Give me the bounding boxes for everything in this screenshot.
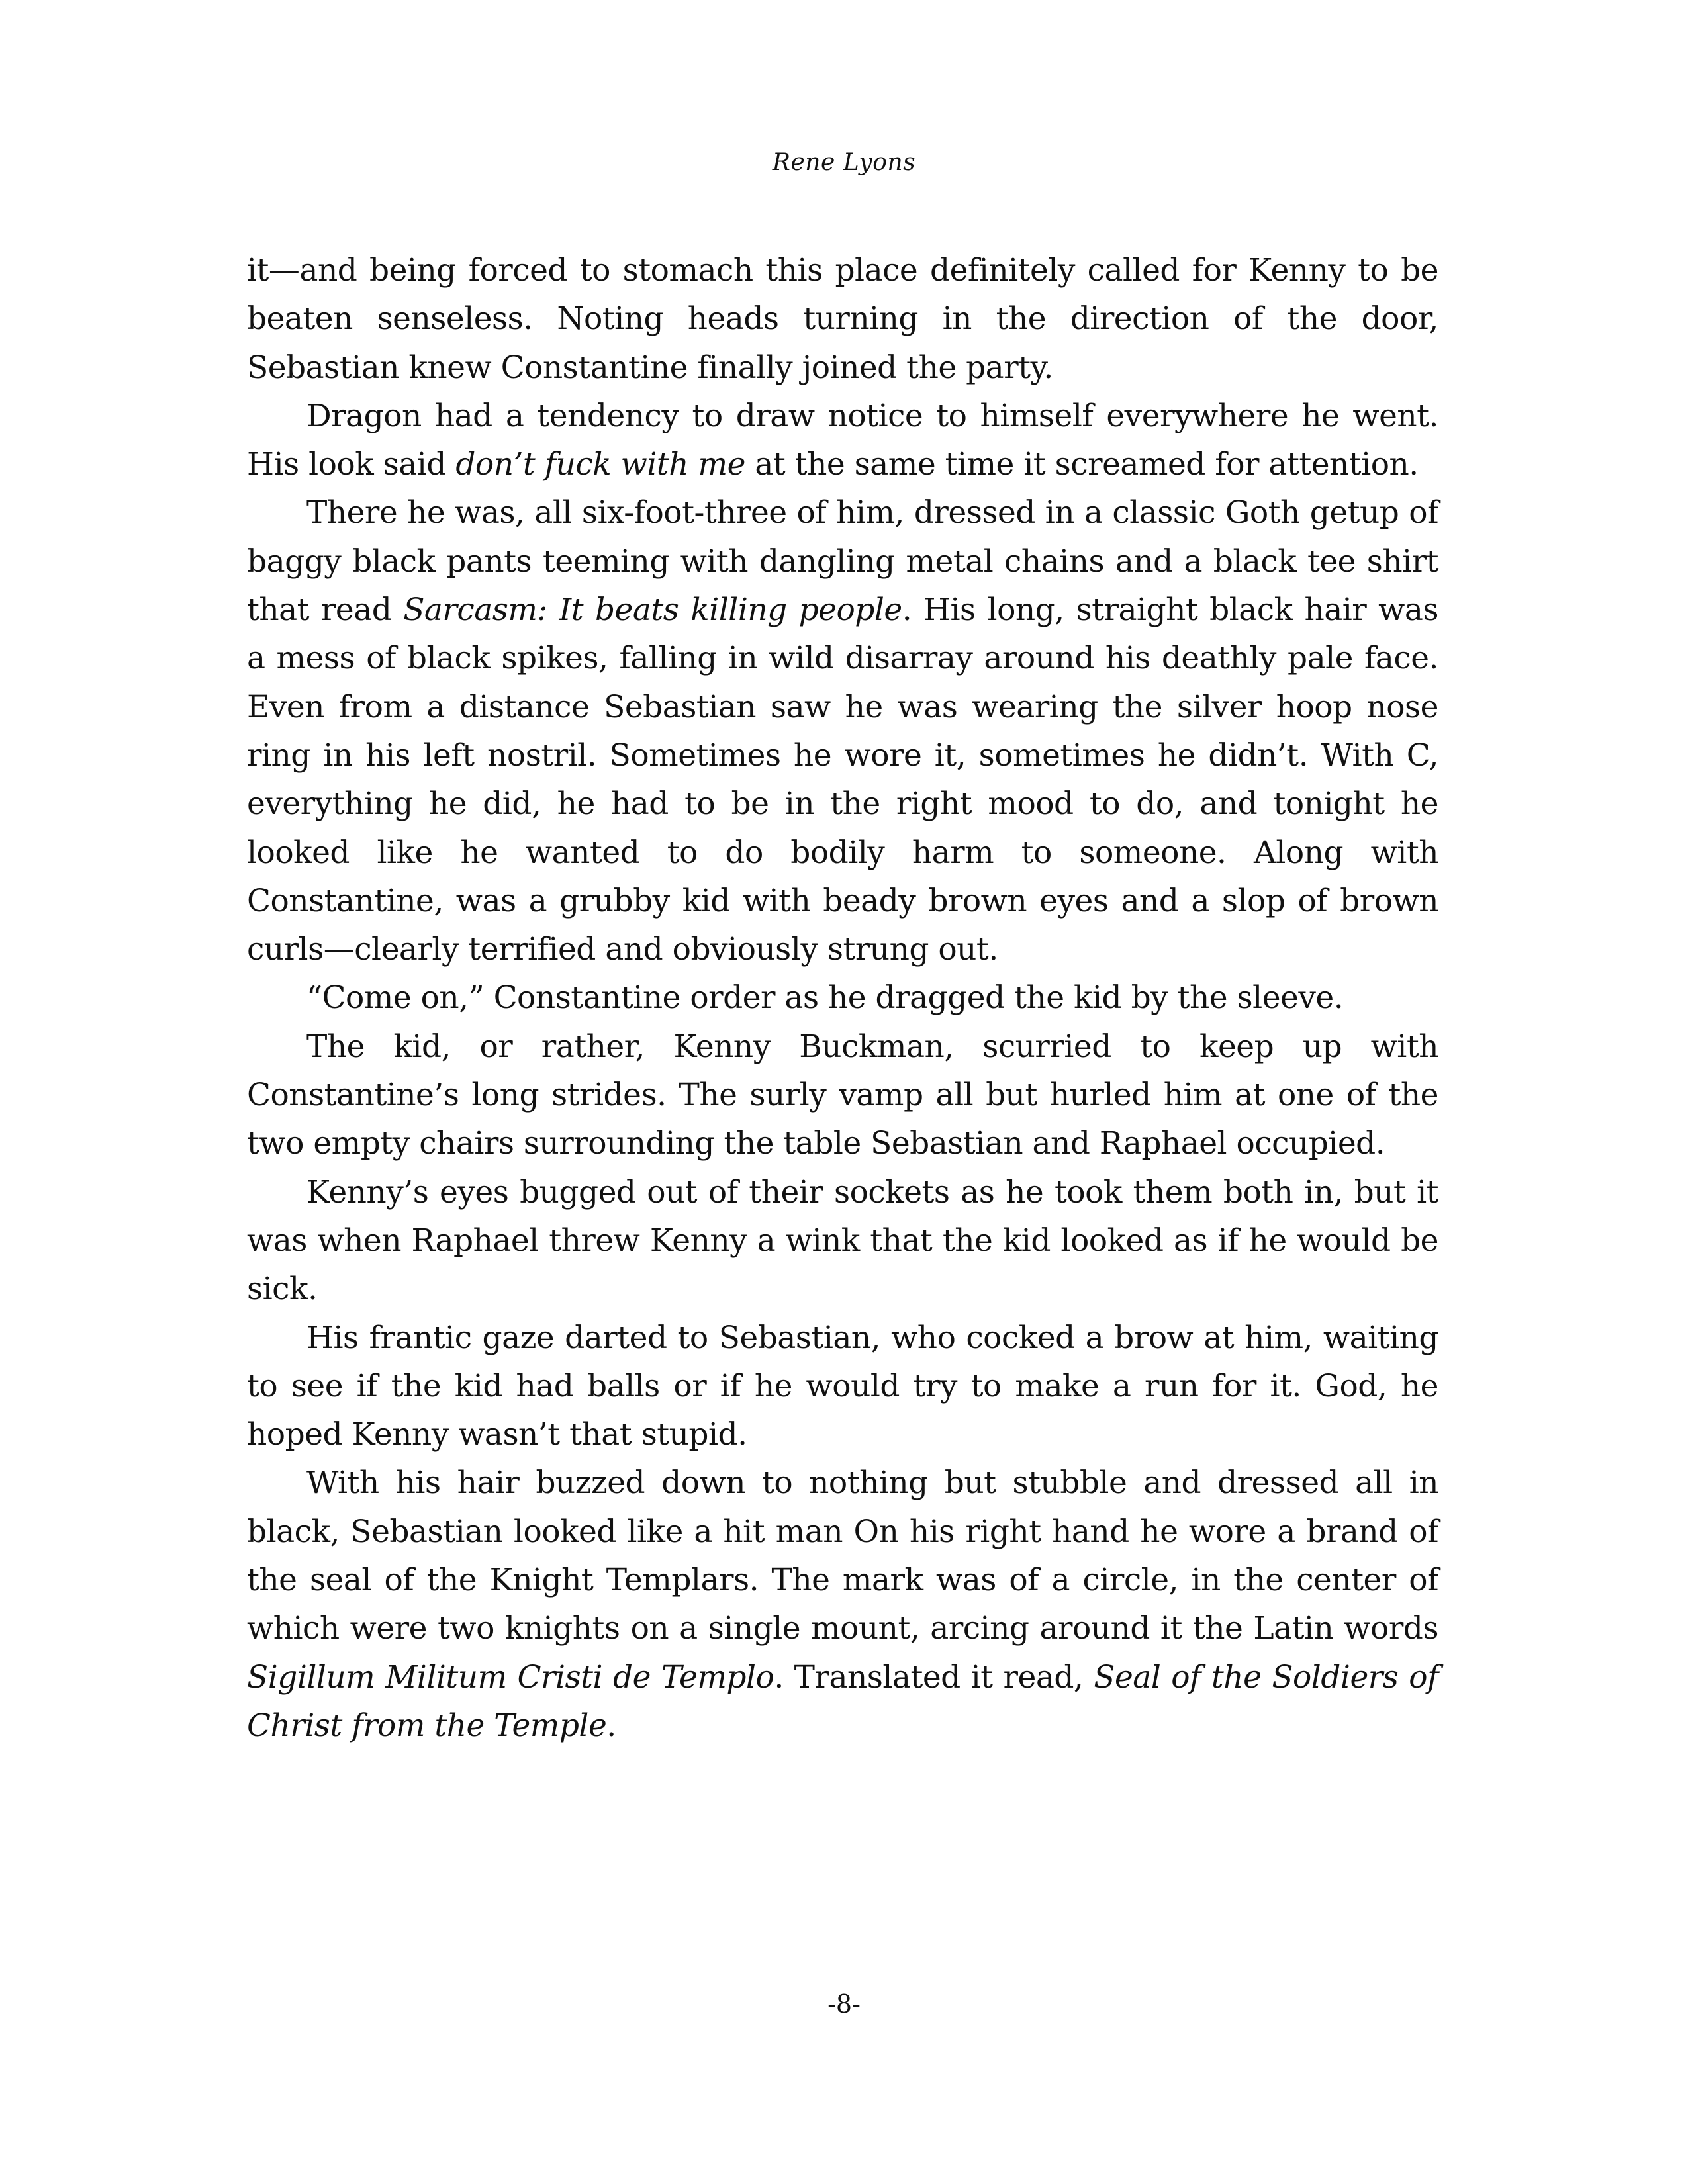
paragraph-5 — [247, 1023, 1438, 1168]
paragraph-2-text: Dragon had a tendency to draw notice to himself everywhere he went. His look said — [247, 397, 1438, 483]
paragraph-3-text-end: . His long, straight black hair was a mess of black spikes, falling in wild disarray around his deathly pale face. Even from a distance Sebastian saw he was wearing the silver hoop nose ring in his left nostril. Sometimes he wore it, sometimes he didn’t. With C, everything he did, he had to be in the right mood to do, and tonight he looked like he wanted to do bodily harm to someone. Along with Constantine, was a grubby kid with beady brown eyes and a slop of brown curls—clearly terrified and obviously strung out. — [247, 592, 1439, 968]
paragraph-7 — [247, 1314, 1438, 1459]
paragraph-8-translation-emphasis: Seal of the Soldiers of Christ from the Temple — [247, 1659, 1438, 1744]
paragraph-2-text-end: at the same time it screamed for attention. — [745, 446, 1419, 483]
paragraph-3-emphasis: Sarcasm: It beats killing people — [403, 592, 902, 629]
paragraph-8-latin-emphasis: Sigillum Militum Cristi de Templo — [247, 1659, 774, 1696]
paragraph-1 — [247, 246, 1438, 392]
paragraph-4-text: “Come on,” Constantine order as he dragged the kid by the sleeve. — [306, 979, 1344, 1017]
paragraph-6 — [247, 1168, 1438, 1314]
running-head-author: Rene Lyons — [772, 149, 916, 176]
paragraph-2-emphasis: don’t fuck with me — [455, 446, 745, 483]
paragraph-6-text: Kenny’s eyes bugged out of their sockets as he took them both in, but it was when Raphael threw Kenny a wink that the kid looked as if he would be sick. — [247, 1173, 1438, 1308]
paragraph-3-text: There he was, all six-foot-three of him, dressed in a classic Goth getup of baggy black pants teeming with dangling metal chains and a black tee shirt that read — [247, 494, 1438, 629]
paragraph-3 — [247, 488, 1438, 974]
paragraph-4 — [247, 974, 1438, 1022]
paragraph-8-text: With his hair buzzed down to nothing but stubble and dressed all in black, Sebastian looked like a hit man On his right hand he wore a brand of the seal of the Knight Templars. The mark was of a circle, in the center of which were two knights on a single mount, arcing around it the Latin words — [247, 1465, 1438, 1647]
body-text — [247, 246, 1438, 1750]
paragraph-8 — [247, 1459, 1438, 1750]
paragraph-5-text: The kid, or rather, Kenny Buckman, scurried to keep up with Constantine’s long strides. The surly vamp all but hurled him at one of the two empty chairs surrounding the table Sebastian and Raphael occupied. — [247, 1028, 1438, 1162]
paragraph-8-text-end: . — [606, 1707, 616, 1744]
paragraph-8-text-middle: . Translated it read, — [774, 1659, 1094, 1696]
page-number: -8- — [827, 1989, 861, 2019]
paragraph-2 — [247, 392, 1438, 489]
paragraph-7-text: His frantic gaze darted to Sebastian, who cocked a brow at him, waiting to see if the kid had balls or if he would try to make a run for it. God, he hoped Kenny wasn’t that stupid. — [247, 1319, 1438, 1453]
paragraph-1-text: it—and being forced to stomach this place definitely called for Kenny to be beaten senseless. Noting heads turning in the direction of the door, Sebastian knew Constantine finally joined the party. — [247, 252, 1438, 386]
